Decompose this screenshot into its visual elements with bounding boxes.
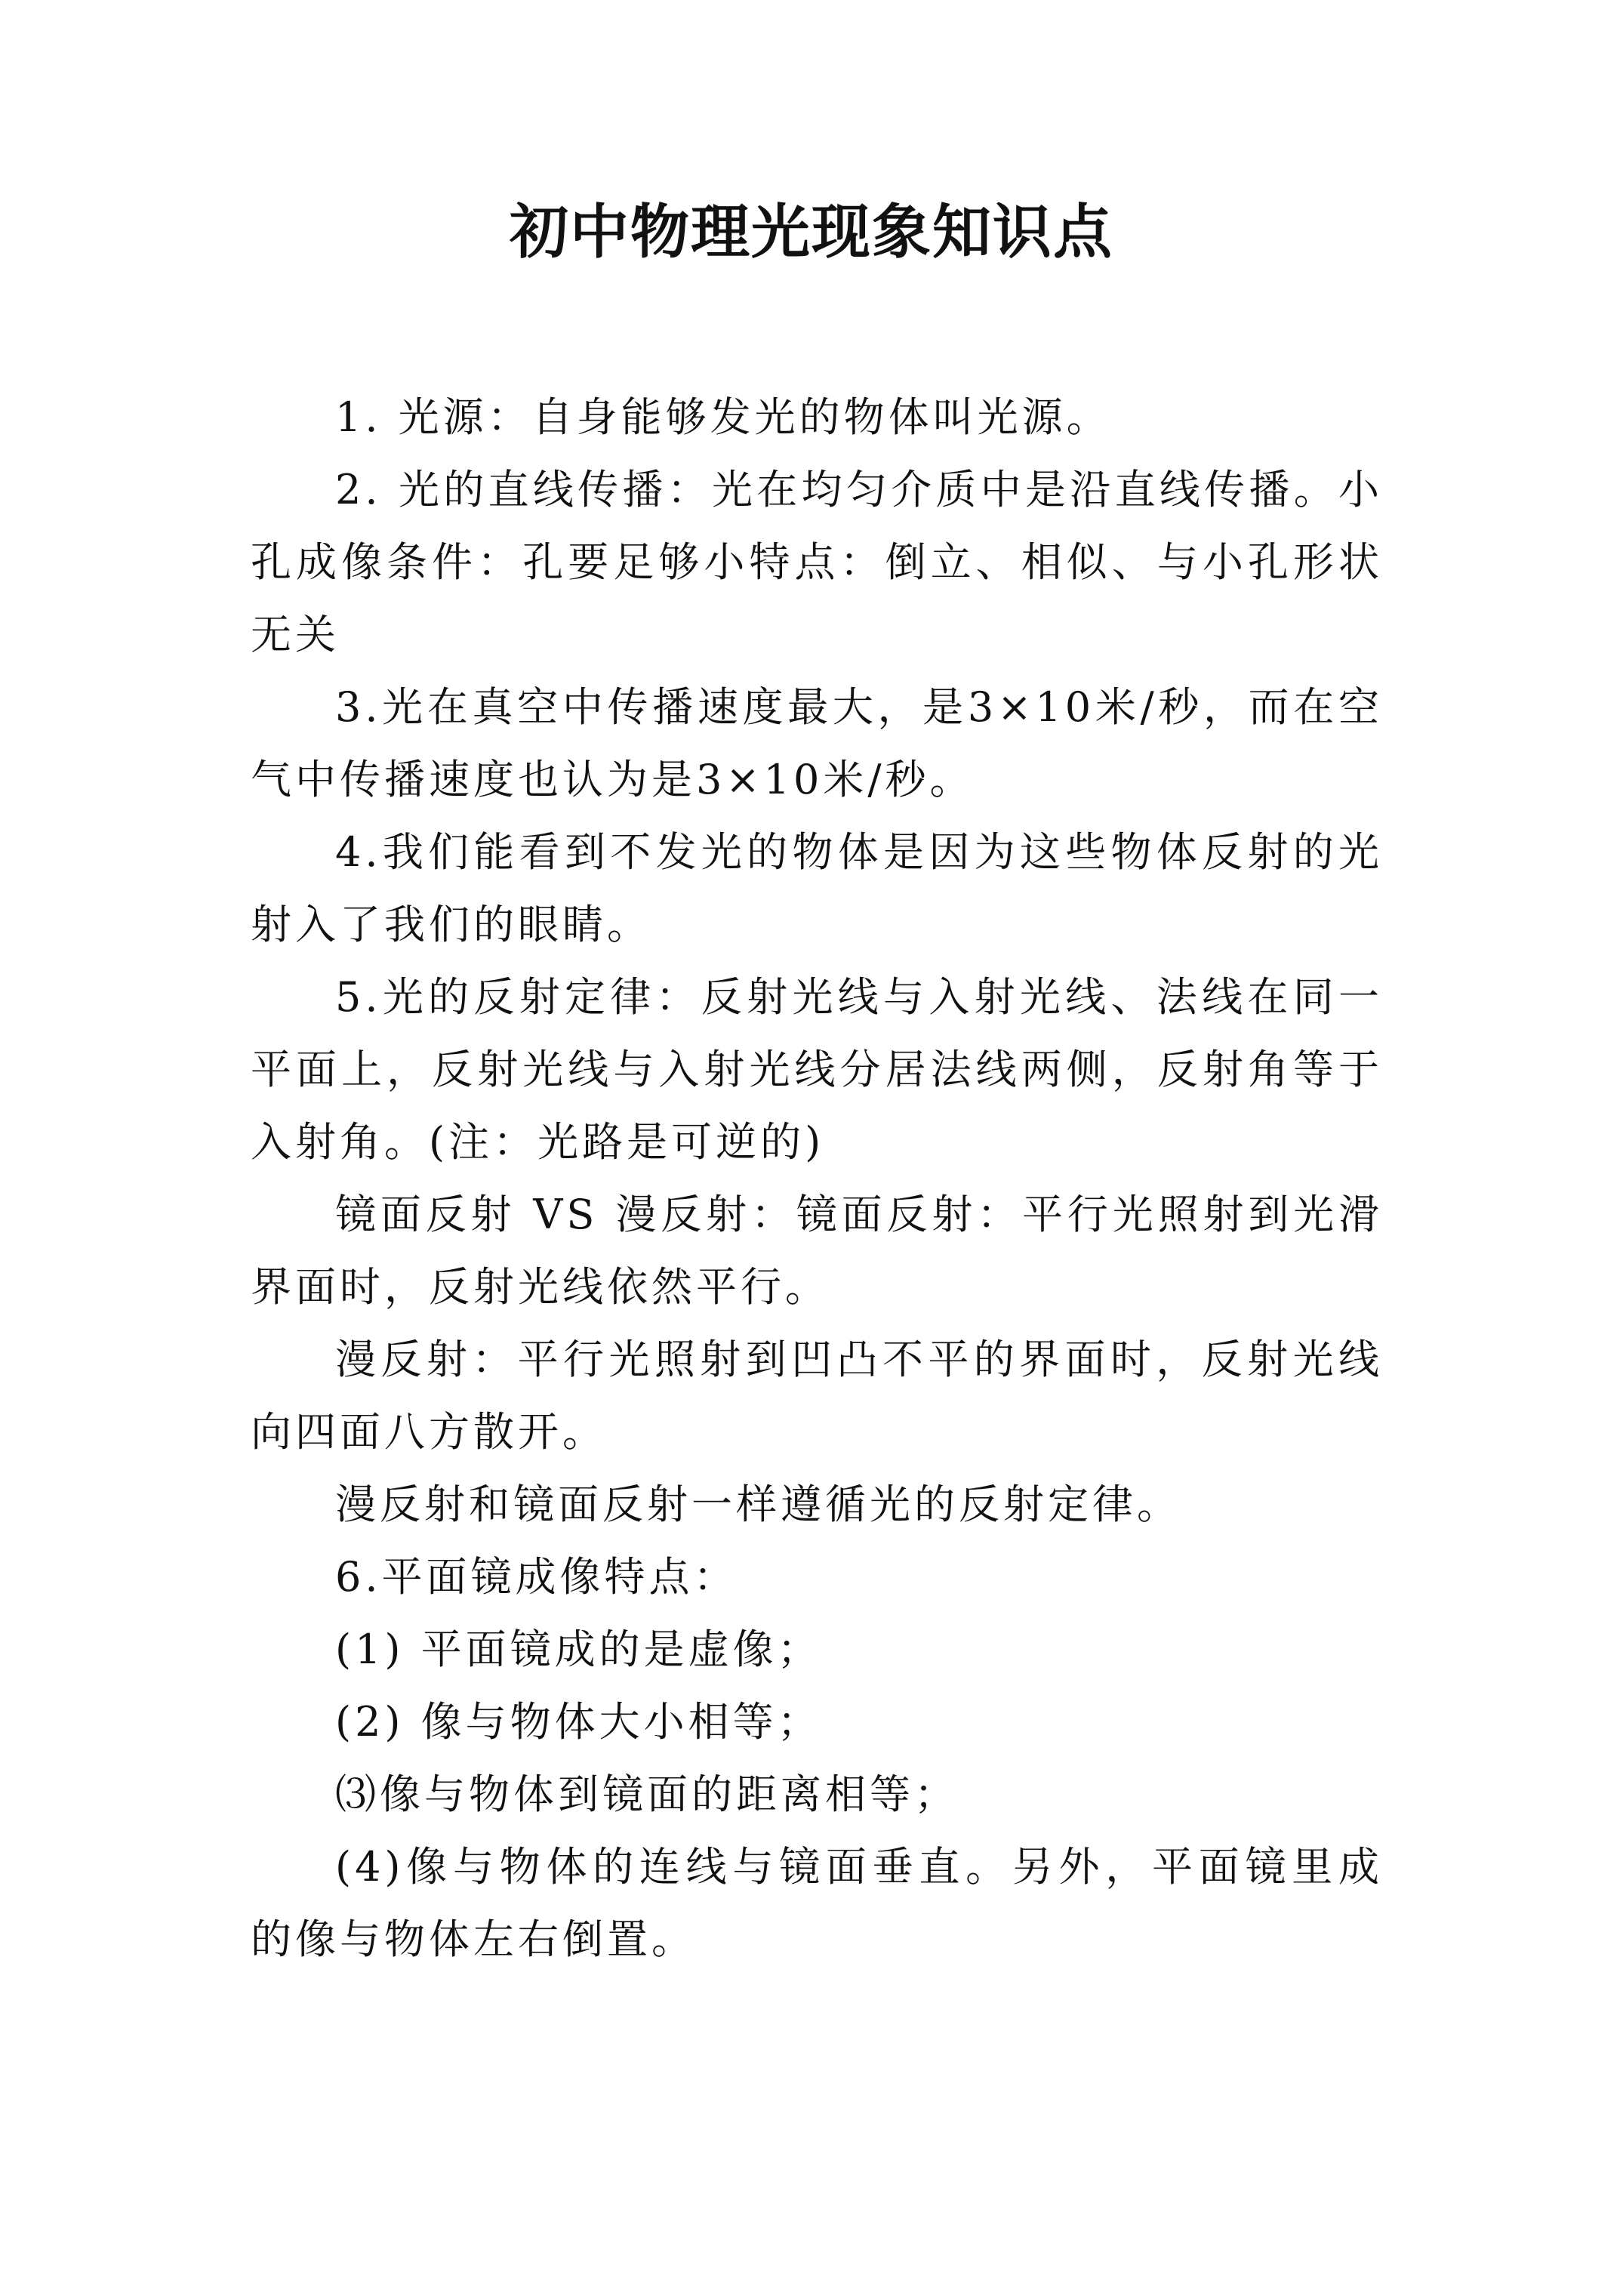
list-item-3: ⑶像与物体到镜面的距离相等； — [335, 1771, 959, 1818]
list-item-1: (1) 平面镜成的是虚像； — [335, 1626, 822, 1673]
list-item-2: (2) 像与物体大小相等； — [335, 1698, 822, 1746]
paragraph-6-plane-mirror: 6.平面镜成像特点： — [335, 1553, 738, 1601]
paragraph-4-seeing-objects: 4.我们能看到不发光的物体是因为这些物体反射的光射入了我们的眼睛。 — [251, 828, 1383, 948]
paragraph-1-light-source: 1. 光源：自身能够发光的物体叫光源。 — [335, 393, 1111, 441]
paragraph-diffuse-reflection: 漫反射：平行光照射到凹凸不平的界面时，反射光线向四面八方散开。 — [251, 1336, 1383, 1456]
paragraph-specular-vs-diffuse: 镜面反射 VS 漫反射：镜面反射：平行光照射到光滑界面时，反射光线依然平行。 — [251, 1191, 1383, 1311]
paragraph-3-speed-of-light: 3.光在真空中传播速度最大，是3×10米/秒，而在空气中传播速度也认为是3×10米/秒。 — [251, 683, 1383, 803]
paragraph-5-reflection-law: 5.光的反射定律：反射光线与入射光线、法线在同一平面上，反射光线与入射光线分居法线两侧，反射角等于入射角。(注：光路是可逆的) — [251, 973, 1383, 1166]
document-body — [251, 381, 1383, 1976]
document-title: 初中物理光现象知识点 — [509, 198, 1113, 267]
paragraph-2-straight-propagation: 2. 光的直线传播：光在均匀介质中是沿直线传播。小孔成像条件：孔要足够小特点：倒立、相似、与小孔形状无关 — [251, 466, 1383, 658]
list-item-4: (4)像与物体的连线与镜面垂直。另外，平面镜里成的像与物体左右倒置。 — [251, 1843, 1383, 1963]
paragraph-diffuse-follows-law: 漫反射和镜面反射一样遵循光的反射定律。 — [335, 1481, 1181, 1528]
